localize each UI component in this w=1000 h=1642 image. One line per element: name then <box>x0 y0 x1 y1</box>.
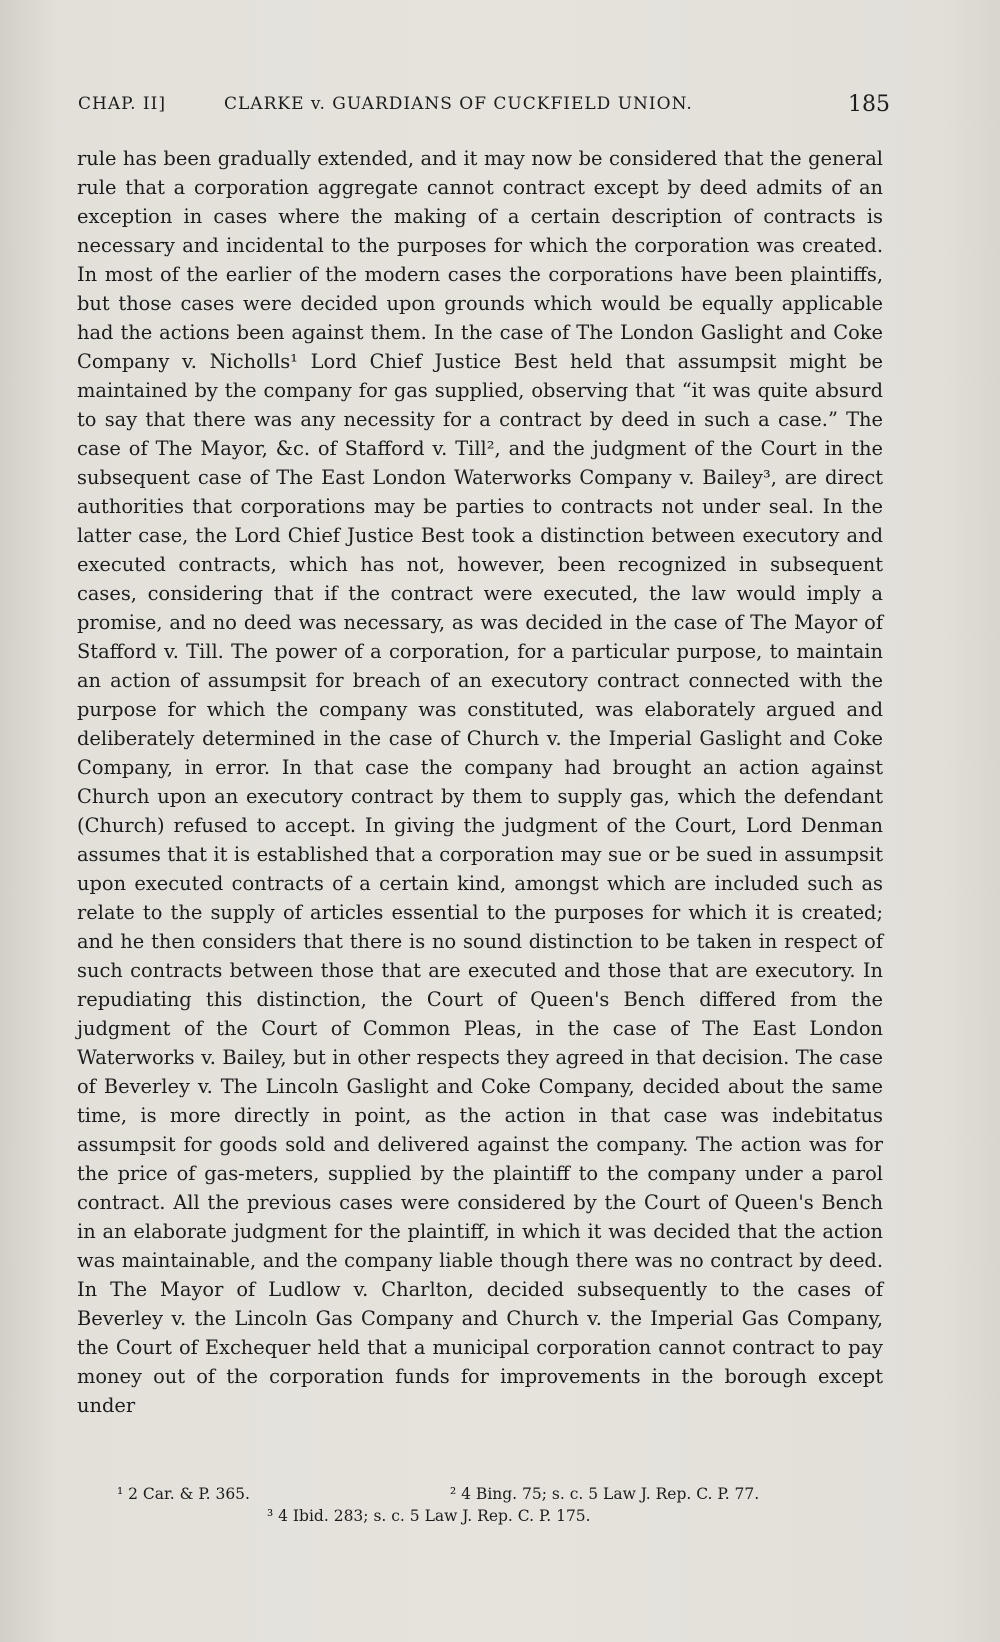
footnote-3: ³ 4 Ibid. 283; s. c. 5 Law J. Rep. C. P. 175. <box>267 1507 591 1525</box>
body-paragraph: rule has been gradually extended, and it may now be considered that the general rule that a corporation aggregate cannot contract except by deed admits of an exception in cases where the making of a certain description of contracts is necessary and incidental to the purposes for which the corporation was created. In most of the earlier of the modern cases the corporations have been plaintiffs, but those cases were decided upon grounds which would be equally applicable had the actions been against them. In the case of The London Gaslight and Coke Company v. Nicholls¹ Lord Chief Justice Best held that assumpsit might be maintained by the company for gas supplied, observing that “it was quite absurd to say that there was any necessity for a contract by deed in such a case.” The case of The Mayor, &c. of Stafford v. Till², and the judgment of the Court in the subsequent case of The East London Waterworks Company v. Bailey³, are direct authorities that corporations may be parties to contracts not under seal. In the latter case, the Lord Chief Justice Best took a distinction between executory and executed contracts, which has not, however, been recognized in subsequent cases, considering that if the contract were executed, the law would imply a promise, and no deed was necessary, as was decided in the case of The Mayor of Stafford v. Till. The power of a corporation, for a particular purpose, to maintain an action of assumpsit for breach of an executory contract connected with the purpose for which the company was constituted, was elaborately argued and deliberately determined in the case of Church v. the Imperial Gaslight and Coke Company, in error. In that case the company had brought an action against Church upon an executory contract by them to supply gas, which the defendant (Church) refused to accept. In giving the judgment of the Court, Lord Denman assumes that it is established that a corporation may sue or be sued in assumpsit upon executed contracts of a certain kind, amongst which are included such as relate to the supply of articles essential to the purposes for which it is created; and he then considers that there is no sound distinction to be taken in respect of such contracts between those that are executed and those that are executory. In repudiating this distinction, the Court of Queen's Bench differed from the judgment of the Court of Common Pleas, in the case of The East London Waterworks v. Bailey, but in other respects they agreed in that decision. The case of Beverley v. The Lincoln Gaslight and Coke Company, decided about the same time, is more directly in point, as the action in that case was indebitatus assumpsit for goods sold and delivered against the company. The action was for the price of gas-meters, supplied by the plaintiff to the company under a parol contract. All the previous cases were considered by the Court of Queen's Bench in an elaborate judgment for the plaintiff, in which it was decided that the action was maintainable, and the company liable though there was no contract by deed. In The Mayor of Ludlow v. Charlton, decided subsequently to the cases of Beverley v. the Lincoln Gas Company and Church v. the Imperial Gas Company, the Court of Exchequer held that a municipal corporation cannot contract to pay money out of the corporation funds for improvements in the borough except under <box>77 147 883 1417</box>
body-text-block <box>77 144 883 1420</box>
footnote-2: ² 4 Bing. 75; s. c. 5 Law J. Rep. C. P. 77. <box>450 1485 760 1503</box>
footnote-1: ¹ 2 Car. & P. 365. <box>117 1485 250 1503</box>
running-title: CLARKE v. GUARDIANS OF CUCKFIELD UNION. <box>224 94 693 114</box>
running-header <box>78 92 890 122</box>
page-number: 185 <box>848 92 890 117</box>
chapter-label: CHAP. II] <box>78 94 166 114</box>
